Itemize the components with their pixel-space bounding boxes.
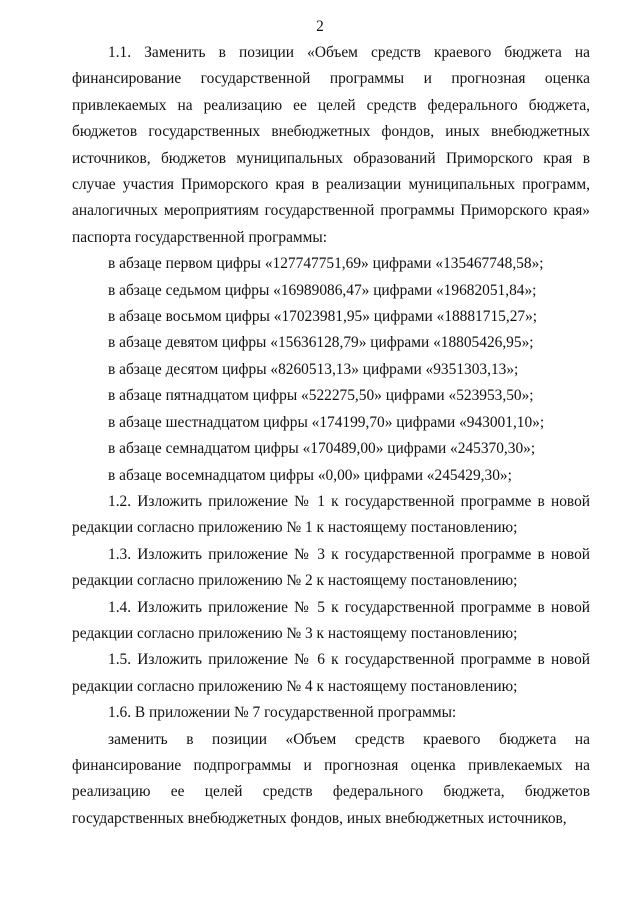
clause-1-6-paragraph: 1.6. В приложении № 7 государственной программы: xyxy=(108,704,457,722)
clause-list xyxy=(72,489,590,700)
replacement-item: в абзаце первом цифры «127747751,69» цифрами «135467748,58»; xyxy=(108,255,544,273)
replacement-item: в абзаце восемнадцатом цифры «0,00» цифрами «245429,30»; xyxy=(108,466,512,484)
document-body xyxy=(72,40,590,832)
clause-paragraph: 1.2. Изложить приложение № 1 к государственной программе в новой редакции согласно приложению № 1 к настоящему постановлению; xyxy=(72,492,590,537)
replacement-item: в абзаце девятом цифры «15636128,79» цифрами «18805426,95»; xyxy=(108,334,534,352)
clause-paragraph: 1.4. Изложить приложение № 5 к государственной программе в новой редакции согласно приложению № 3 к настоящему постановлению; xyxy=(72,598,590,642)
replacement-list xyxy=(72,251,590,489)
clause-1-1-paragraph: 1.1. Заменить в позиции «Объем средств краевого бюджета на финансирование государственной программы и прогнозная оценка привлекаемых на реализацию ее целей средств федерального бюджета, бюджетов государственных внебюджетных фондов, иных внебюджетных источников, бюджетов муниципальных образований Приморского края в случае участия Приморского края в реализации муниципальных программ, аналогичных мероприятиям государственной программы Приморского края» паспорта государственной программы: xyxy=(72,44,590,246)
replacement-item: в абзаце пятнадцатом цифры «522275,50» цифрами «523953,50»; xyxy=(108,387,534,405)
replacement-item: в абзаце десятом цифры «8260513,13» цифрами «9351303,13»; xyxy=(108,360,519,378)
final-paragraph: заменить в позиции «Объем средств краевого бюджета на финансирование подпрограммы и прогнозная оценка привлекаемых на реализацию ее целей средств федерального бюджета, бюджетов государственных внебюджетных фондов, иных внебюджетных источников, xyxy=(72,730,590,827)
clause-paragraph: 1.3. Изложить приложение № 3 к государственной программе в новой редакции согласно приложению № 2 к настоящему постановлению; xyxy=(72,545,590,590)
replacement-item: в абзаце восьмом цифры «17023981,95» цифрами «18881715,27»; xyxy=(108,308,538,326)
replacement-item: в абзаце седьмом цифры «16989086,47» цифрами «19682051,84»; xyxy=(108,281,537,299)
replacement-item: в абзаце шестнадцатом цифры «174199,70» цифрами «943001,10»; xyxy=(108,413,545,431)
replacement-item: в абзаце семнадцатом цифры «170489,00» цифрами «245370,30»; xyxy=(108,440,536,458)
clause-paragraph: 1.5. Изложить приложение № 6 к государственной программе в новой редакции согласно приложению № 4 к настоящему постановлению; xyxy=(72,651,590,695)
page-number: 2 xyxy=(316,18,324,35)
